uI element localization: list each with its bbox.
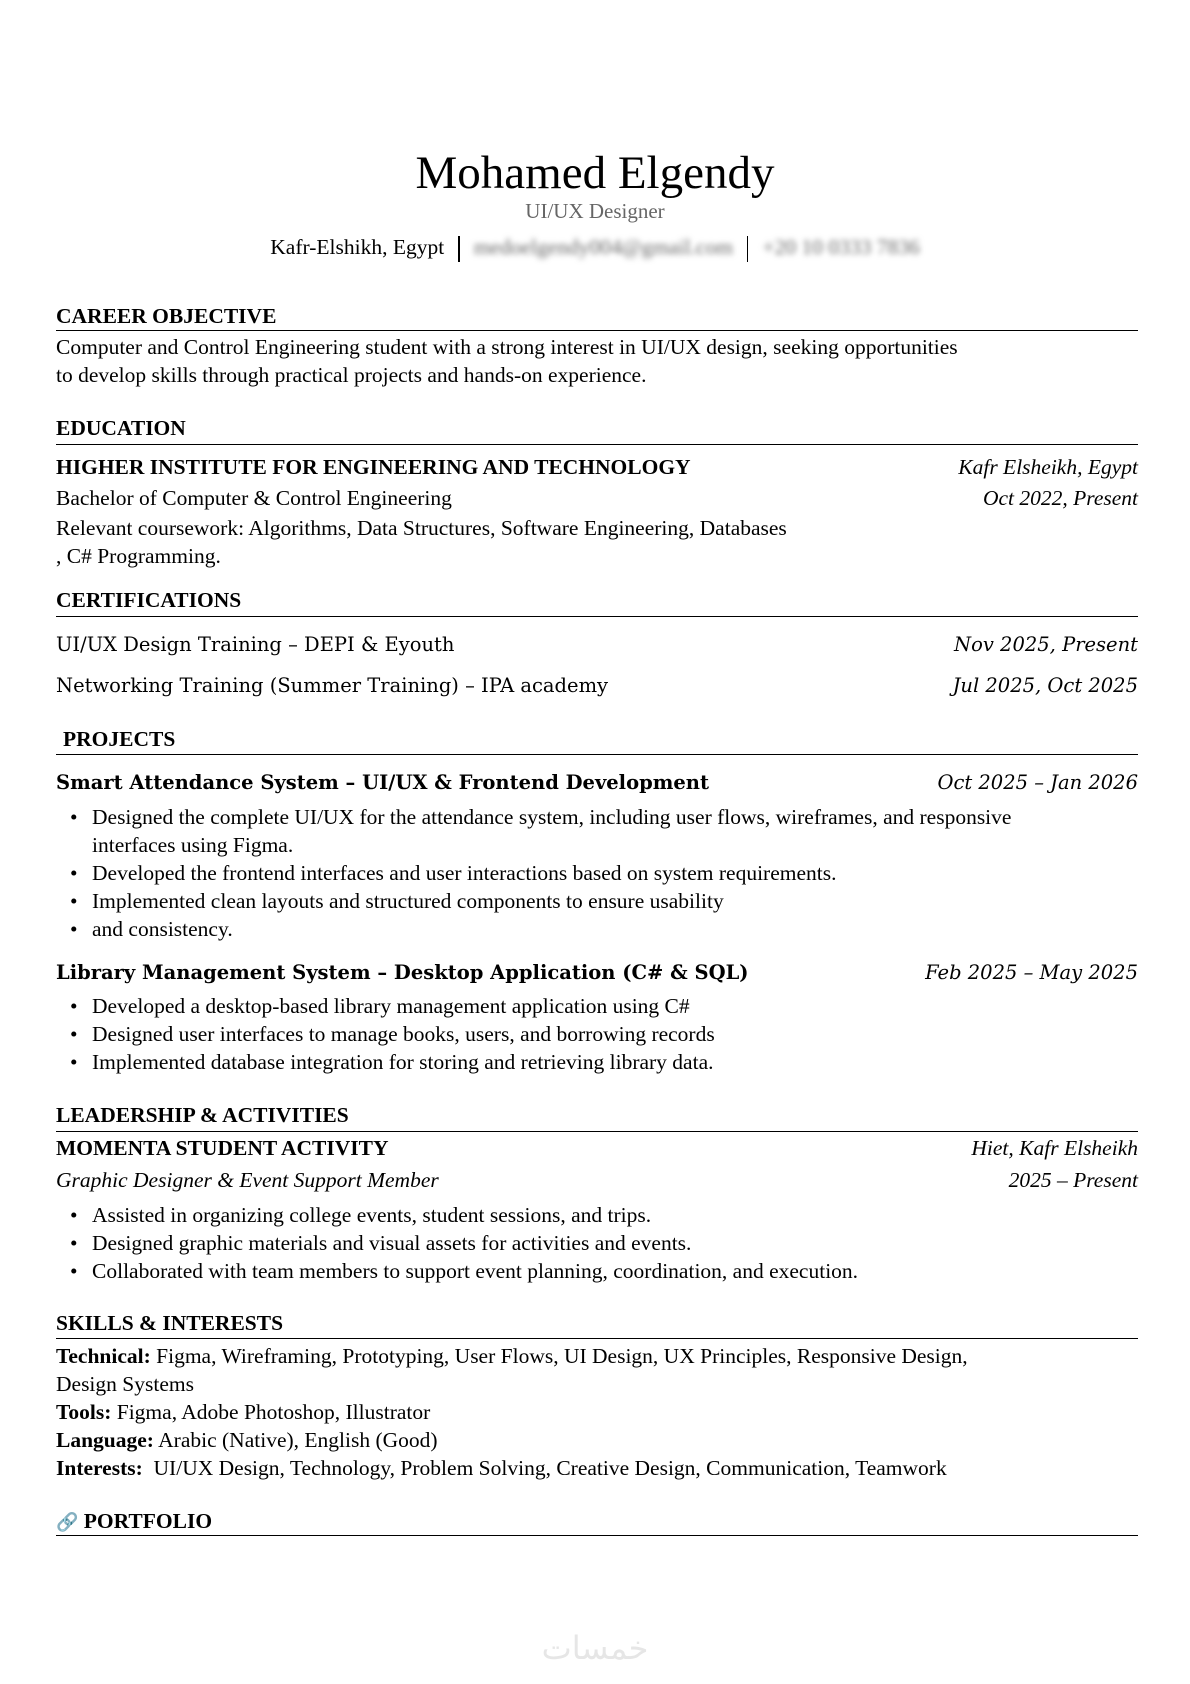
bullet-item: • Developed a desktop-based library management application using C# <box>56 992 1138 1020</box>
email-link[interactable]: medoelgendy004@gmail.com <box>473 235 733 259</box>
section-heading-portfolio[interactable] <box>56 1507 1138 1535</box>
organization-location: Hiet, Kafr Elsheikh <box>971 1136 1138 1160</box>
degree: Bachelor of Computer & Control Engineering <box>56 486 452 510</box>
divider <box>56 330 1138 331</box>
section-heading-objective: CAREER OBJECTIVE <box>56 304 277 328</box>
objective-text: Computer and Control Engineering student with a strong interest in UI/UX design, seeking opportunities <box>56 335 958 359</box>
skills-tools <box>56 1398 1138 1426</box>
project-header <box>56 769 1138 797</box>
bullet-item: • Implemented clean layouts and structured components to ensure usability <box>56 887 1138 915</box>
section-heading-projects: PROJECTS <box>63 727 176 751</box>
skills-technical <box>56 1342 1138 1370</box>
divider <box>56 444 1138 445</box>
section-heading-education: EDUCATION <box>56 416 186 440</box>
value: Figma, Adobe Photoshop, Illustrator <box>111 1400 431 1424</box>
bullet-item: • Developed the frontend interfaces and user interactions based on system requirements. <box>56 859 1138 887</box>
bullet-item: • and consistency. <box>56 915 1138 943</box>
link-icon: 🔗 <box>56 1512 79 1532</box>
divider <box>56 1535 1138 1536</box>
phone: +20 10 0333 7836 <box>762 235 920 259</box>
bullet-item: • Collaborated with team members to support event planning, coordination, and execution. <box>56 1257 1138 1285</box>
value: UI/UX Design, Technology, Problem Solving, Creative Design, Communication, Teamwork <box>142 1456 947 1480</box>
candidate-title: UI/UX Designer <box>525 199 665 223</box>
label: Language: <box>56 1428 154 1452</box>
location: Kafr-Elshikh, Egypt <box>270 235 445 259</box>
bullet-item: • Assisted in organizing college events, student sessions, and trips. <box>56 1201 1138 1229</box>
divider <box>458 236 460 262</box>
bullet-item: • Designed user interfaces to manage books, users, and borrowing records <box>56 1020 1138 1048</box>
section-heading-certifications: CERTIFICATIONS <box>56 588 242 612</box>
school-name: HIGHER INSTITUTE FOR ENGINEERING AND TECHNOLOGY <box>56 455 691 479</box>
section-heading-leadership: LEADERSHIP & ACTIVITIES <box>56 1103 349 1127</box>
value: Figma, Wireframing, Prototyping, User Flows, UI Design, UX Principles, Responsive Design, <box>150 1344 968 1368</box>
role: Graphic Designer & Event Support Member <box>56 1168 439 1192</box>
bullet-item: • Designed the complete UI/UX for the attendance system, including user flows, wireframes, and responsive <box>56 803 1138 831</box>
coursework: , C# Programming. <box>56 544 221 568</box>
education-row <box>56 484 1138 512</box>
project-title: Library Management System – Desktop Application (C# & SQL) <box>56 961 749 984</box>
bullet-item: • Designed graphic materials and visual assets for activities and events. <box>56 1229 1138 1257</box>
certification-name: UI/UX Design Training – DEPI & Eyouth <box>56 633 455 656</box>
skills-interests <box>56 1454 1138 1482</box>
section-heading-skills: SKILLS & INTERESTS <box>56 1311 284 1335</box>
label: Interests: <box>56 1456 143 1480</box>
label: Tools: <box>56 1400 112 1424</box>
education-dates: Oct 2022, Present <box>982 486 1138 510</box>
divider <box>56 616 1138 617</box>
bullet-continuation: interfaces using Figma. <box>92 833 294 857</box>
coursework: Relevant coursework: Algorithms, Data Structures, Software Engineering, Databases <box>56 516 787 540</box>
value: Arabic (Native), English (Good) <box>153 1428 438 1452</box>
project-title: Smart Attendance System – UI/UX & Frontend Development <box>56 771 709 794</box>
divider <box>56 1131 1138 1132</box>
certification-item <box>56 631 1138 659</box>
organization-name: MOMENTA STUDENT ACTIVITY <box>56 1136 389 1160</box>
school-location: Kafr Elsheikh, Egypt <box>958 455 1138 479</box>
certification-dates: Nov 2025, Present <box>954 633 1138 656</box>
project-dates: Feb 2025 – May 2025 <box>925 961 1138 984</box>
objective-text: to develop skills through practical projects and hands-on experience. <box>56 363 647 387</box>
divider <box>56 754 1138 755</box>
skills-technical-cont: Design Systems <box>56 1372 194 1396</box>
certification-item <box>56 672 1138 700</box>
candidate-name: Mohamed Elgendy <box>415 147 775 199</box>
certification-dates: Jul 2025, Oct 2025 <box>952 674 1138 697</box>
certification-name: Networking Training (Summer Training) – IPA academy <box>56 674 609 697</box>
label: Technical: <box>56 1344 151 1368</box>
role-dates: 2025 – Present <box>1008 1168 1138 1192</box>
skills-language <box>56 1426 1138 1454</box>
project-header <box>56 959 1138 987</box>
project-dates: Oct 2025 – Jan 2026 <box>937 771 1138 794</box>
divider <box>747 236 749 262</box>
divider <box>56 1338 1138 1339</box>
contact-line <box>0 233 1190 261</box>
education-row <box>56 453 1138 481</box>
portfolio-label: PORTFOLIO <box>83 1509 213 1533</box>
bullet-item: • Implemented database integration for storing and retrieving library data. <box>56 1048 1138 1076</box>
watermark: خمسات <box>541 1629 649 1667</box>
